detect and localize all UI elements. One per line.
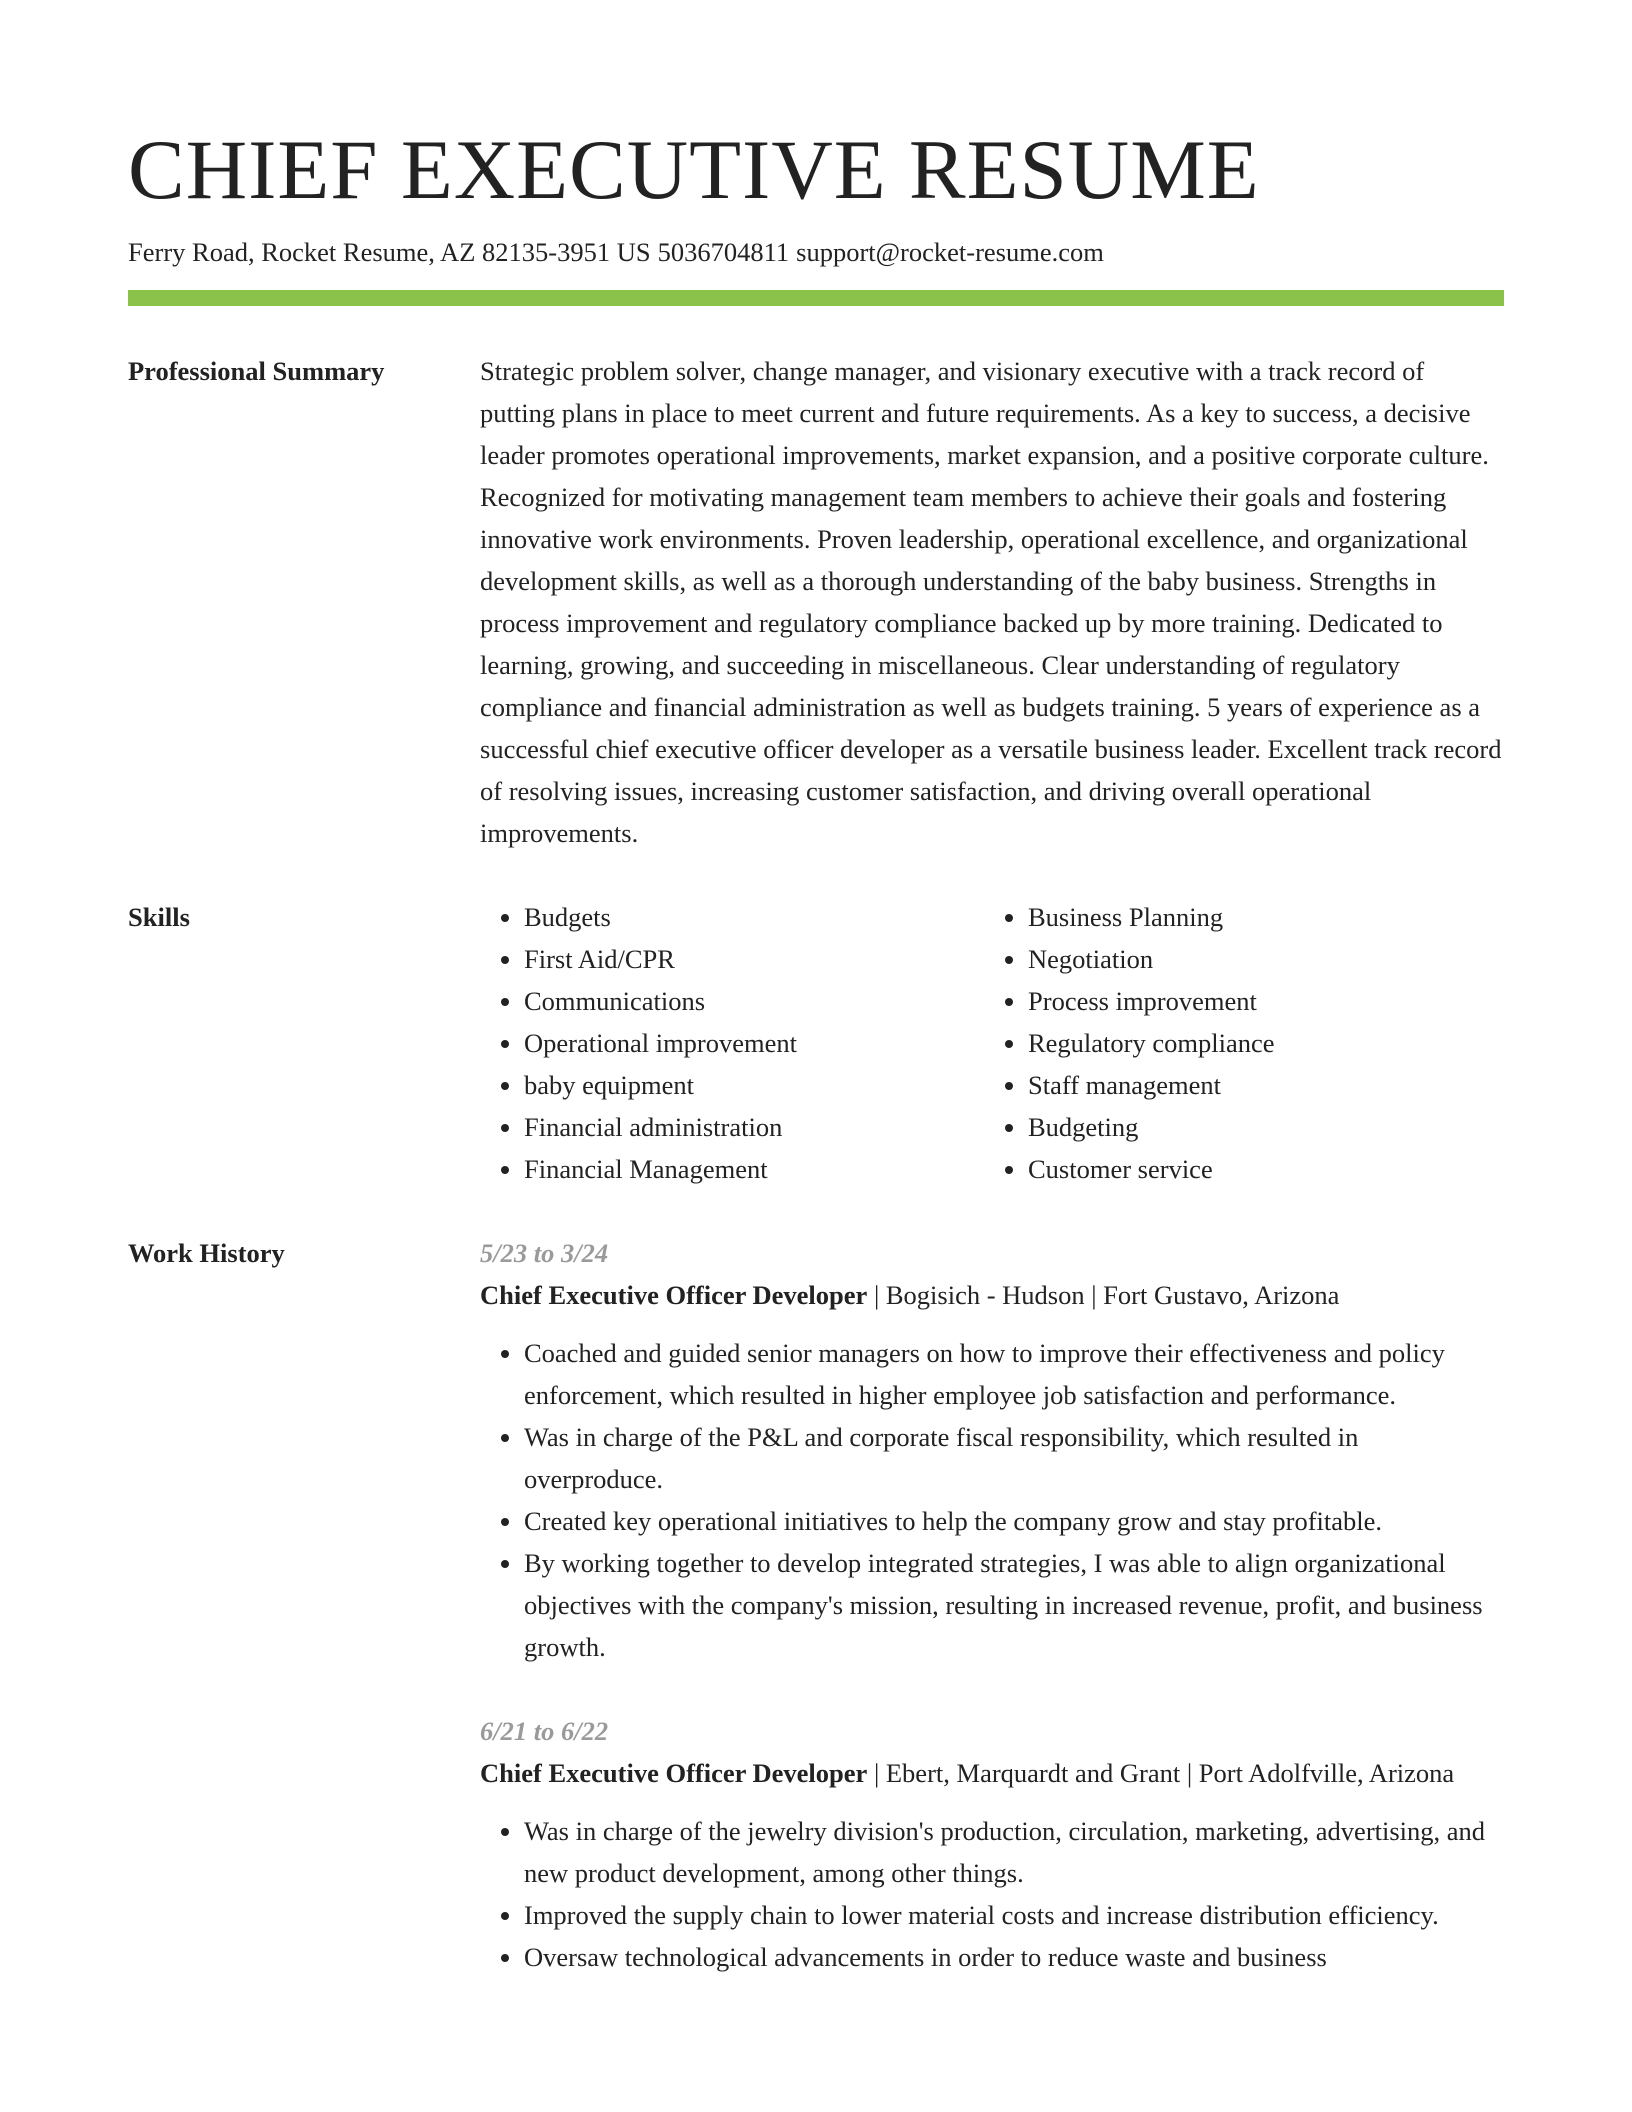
- job-bullet: • Was in charge of the P&L and corporate fiscal responsibility, which resulted in overproduce.: [524, 1416, 1504, 1500]
- header-divider-bar: [128, 290, 1504, 306]
- summary-text: Strategic problem solver, change manager, and visionary executive with a track record of putting plans in place to meet current and future requirements. As a key to success, a decisive leader promotes operational improvements, market expansion, and a positive corporate culture. Recognized for motivating management team members to achieve their goals and fostering innovative work environments. Proven leadership, operational excellence, and organizational development skills, as well as a thorough understanding of the baby business. Strengths in process improvement and regulatory compliance backed up by more training. Dedicated to learning, growing, and succeeding in miscellaneous. Clear understanding of regulatory compliance and financial administration as well as budgets training. 5 years of experience as a successful chief executive officer developer as a versatile business leader. Excellent track record of resolving issues, increasing customer satisfaction, and driving overall operational improvements.: [480, 356, 1502, 848]
- job-title: Chief Executive Officer Developer: [480, 1280, 868, 1310]
- skill-item: • Staff management: [1028, 1064, 1488, 1106]
- job-entry: [480, 1232, 1504, 1668]
- job-dates: 6/21 to 6/22: [480, 1716, 609, 1746]
- skill-item: • Operational improvement: [524, 1022, 984, 1064]
- skill-item: • Regulatory compliance: [1028, 1022, 1488, 1064]
- job-bullet: • Oversaw technological advancements in order to reduce waste and business: [524, 1936, 1504, 1978]
- skill-item: • Business Planning: [1028, 896, 1488, 938]
- skill-item: • First Aid/CPR: [524, 938, 984, 980]
- contact-line: [128, 234, 1504, 270]
- skill-item: • Budgeting: [1028, 1106, 1488, 1148]
- skill-item: • Financial administration: [524, 1106, 984, 1148]
- job-employer-location: | Ebert, Marquardt and Grant | Port Adolfville, Arizona: [867, 1758, 1455, 1788]
- contact-email[interactable]: support@rocket-resume.com: [796, 237, 1104, 267]
- job-bullet: • Improved the supply chain to lower material costs and increase distribution efficiency.: [524, 1894, 1504, 1936]
- job-entry: [480, 1710, 1504, 1978]
- skill-item: • Communications: [524, 980, 984, 1022]
- skills-list-left: [480, 896, 984, 1190]
- skills-columns: [480, 896, 1504, 1190]
- skill-item: • Process improvement: [1028, 980, 1488, 1022]
- contact-address: Ferry Road, Rocket Resume, AZ 82135-3951 US: [128, 237, 651, 267]
- work-history-heading: Work History: [128, 1238, 285, 1268]
- skill-item: • Customer service: [1028, 1148, 1488, 1190]
- summary-section: [128, 358, 1504, 854]
- skill-item: • Financial Management: [524, 1148, 984, 1190]
- skill-item: • Budgets: [524, 896, 984, 938]
- job-bullet: • Was in charge of the jewelry division's production, circulation, marketing, advertising, and new product development, among other things.: [524, 1810, 1504, 1894]
- job-heading: [480, 1274, 1504, 1316]
- work-history-section: [128, 1240, 1504, 1978]
- job-bullet: • By working together to develop integrated strategies, I was able to align organizational objectives with the company's mission, resulting in increased revenue, profit, and business growth.: [524, 1542, 1504, 1668]
- job-bullet: • Coached and guided senior managers on how to improve their effectiveness and policy enforcement, which resulted in higher employee job satisfaction and performance.: [524, 1332, 1504, 1416]
- job-title: Chief Executive Officer Developer: [480, 1758, 868, 1788]
- summary-heading: Professional Summary: [128, 356, 385, 386]
- skill-item: • baby equipment: [524, 1064, 984, 1106]
- resume-title: CHIEF EXECUTIVE RESUME: [128, 123, 1260, 217]
- skills-heading: Skills: [128, 902, 190, 932]
- skills-section: [128, 904, 1504, 1190]
- job-bullet: • Created key operational initiatives to help the company grow and stay profitable.: [524, 1500, 1504, 1542]
- job-employer-location: | Bogisich - Hudson | Fort Gustavo, Arizona: [867, 1280, 1340, 1310]
- skills-list-right: [984, 896, 1488, 1190]
- skill-item: • Negotiation: [1028, 938, 1488, 980]
- job-bullet-list: [480, 1332, 1504, 1668]
- job-bullet-list: [480, 1810, 1504, 1978]
- job-heading: [480, 1752, 1504, 1794]
- job-dates: 5/23 to 3/24: [480, 1238, 609, 1268]
- contact-phone: 5036704811: [657, 237, 790, 267]
